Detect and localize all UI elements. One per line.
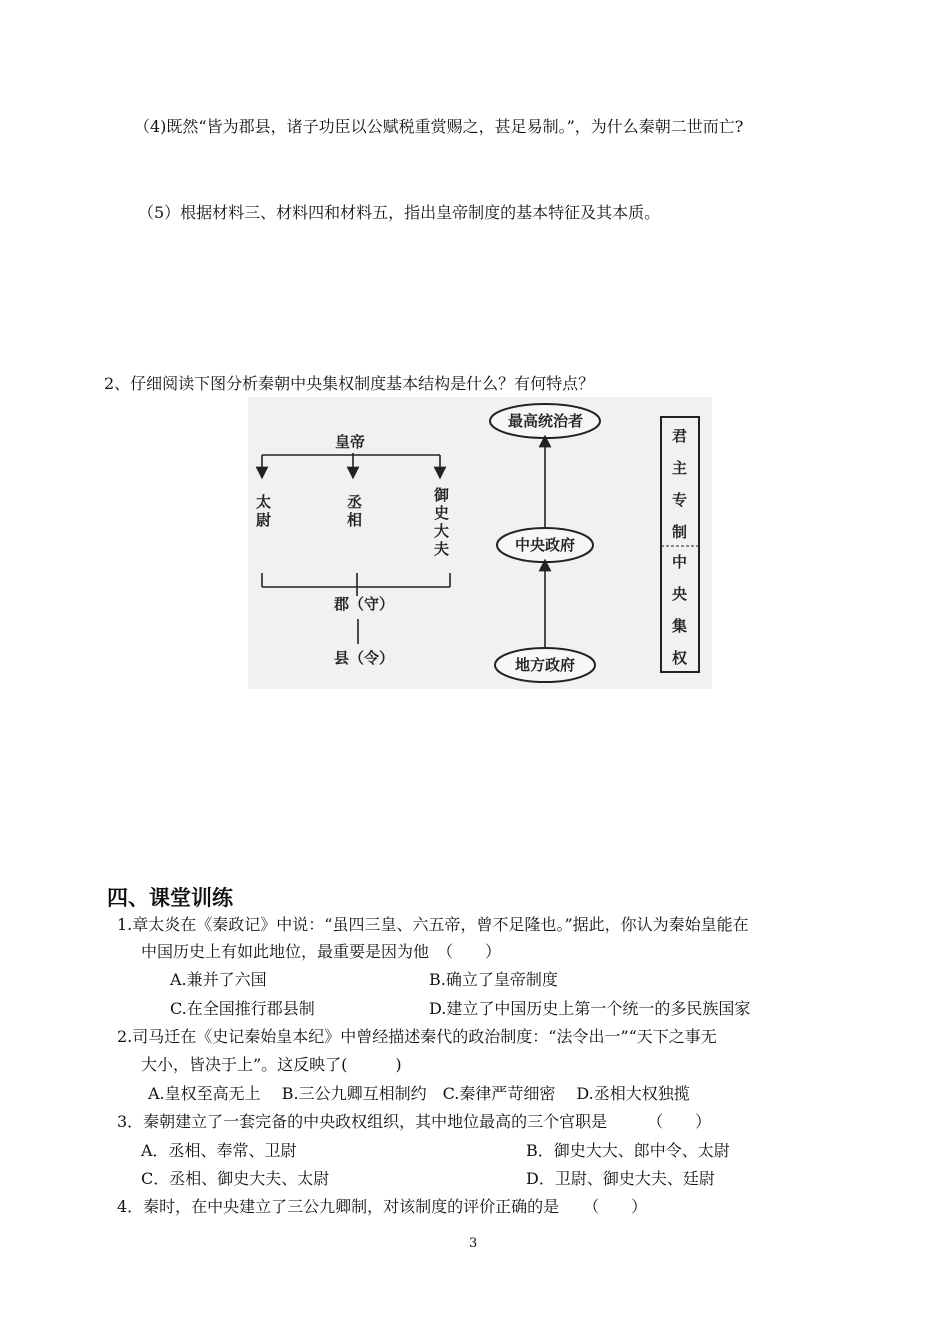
yushi-char-1: 御	[434, 486, 450, 504]
qin-structure-diagram	[248, 397, 712, 689]
exercise-1-option-d: D.建立了中国历史上第一个统一的多民族国家	[429, 999, 751, 1018]
yushi-char-2: 史	[434, 504, 450, 522]
section-title: 四、课堂训练	[107, 886, 233, 910]
exercise-2-options: A.皇权至高无上 B.三公九卿互相制约 C.秦律严苛细密 D.丞相大权独揽	[148, 1084, 690, 1103]
emperor-label: 皇帝	[335, 433, 366, 451]
yushi-char-4: 夫	[434, 540, 450, 558]
chengxiang-char-2: 相	[347, 511, 363, 529]
exercise-3-option-a: A．丞相、奉常、卫尉	[141, 1141, 297, 1160]
side-char-1: 君	[672, 427, 688, 445]
exercise-4-line-1: 4．秦时，在中央建立了三公九卿制，对该制度的评价正确的是 （ ）	[117, 1197, 648, 1216]
exercise-1-option-a: A.兼并了六国	[170, 970, 267, 989]
exercise-1-option-b: B.确立了皇帝制度	[429, 970, 558, 989]
question-2: 2、仔细阅读下图分析秦朝中央集权制度基本结构是什么？有何特点？	[104, 374, 595, 393]
side-char-2: 主	[672, 459, 688, 477]
question-5: （5）根据材料三、材料四和材料五，指出皇帝制度的基本特征及其本质。	[138, 203, 661, 222]
exercise-3-option-d: D．卫尉、御史大夫、廷尉	[526, 1169, 715, 1188]
taiwei-char-1: 太	[256, 493, 272, 511]
exercise-2-line-2: 大小，皆决于上”。这反映了( )	[141, 1055, 402, 1074]
exercise-3-option-b: B．御史大大、郎中令、太尉	[526, 1141, 730, 1160]
page-number: 3	[469, 1236, 478, 1251]
side-char-6: 央	[672, 585, 688, 603]
xian-label: 县（令）	[334, 649, 395, 667]
side-char-4: 制	[672, 523, 688, 541]
exercise-2-line-1: 2.司马迁在《史记秦始皇本纪》中曾经描述秦代的政治制度：“法令出一”“天下之事无	[117, 1027, 717, 1046]
exercise-1-line-2: 中国历史上有如此地位，最重要是因为他 （ ）	[141, 942, 502, 961]
local-gov-label: 地方政府	[515, 656, 576, 674]
central-gov-label: 中央政府	[515, 536, 576, 554]
exercise-1-line-1: 1.章太炎在《秦政记》中说：“虽四三皇、六五帝，曾不足隆也。”据此，你认为秦始皇能在	[117, 915, 749, 934]
side-char-3: 专	[672, 491, 688, 509]
exercise-3-option-c: C．丞相、御史大夫、太尉	[141, 1169, 330, 1188]
side-char-7: 集	[672, 617, 688, 635]
chengxiang-char-1: 丞	[347, 493, 363, 511]
exercise-3-line-1: 3．秦朝建立了一套完备的中央政权组织，其中地位最高的三个官职是 （ ）	[117, 1112, 712, 1131]
question-4: （4)既然“皆为郡县，诸子功臣以公赋税重赏赐之，甚足易制。”，为什么秦朝二世而亡?	[134, 117, 744, 136]
taiwei-char-2: 尉	[256, 511, 272, 529]
side-char-5: 中	[672, 553, 688, 571]
jun-label: 郡（守）	[334, 595, 395, 613]
side-char-8: 权	[672, 649, 688, 667]
top-ruler-label: 最高统治者	[508, 412, 584, 430]
exercise-1-option-c: C.在全国推行郡县制	[170, 999, 315, 1018]
yushi-char-3: 大	[434, 522, 450, 540]
